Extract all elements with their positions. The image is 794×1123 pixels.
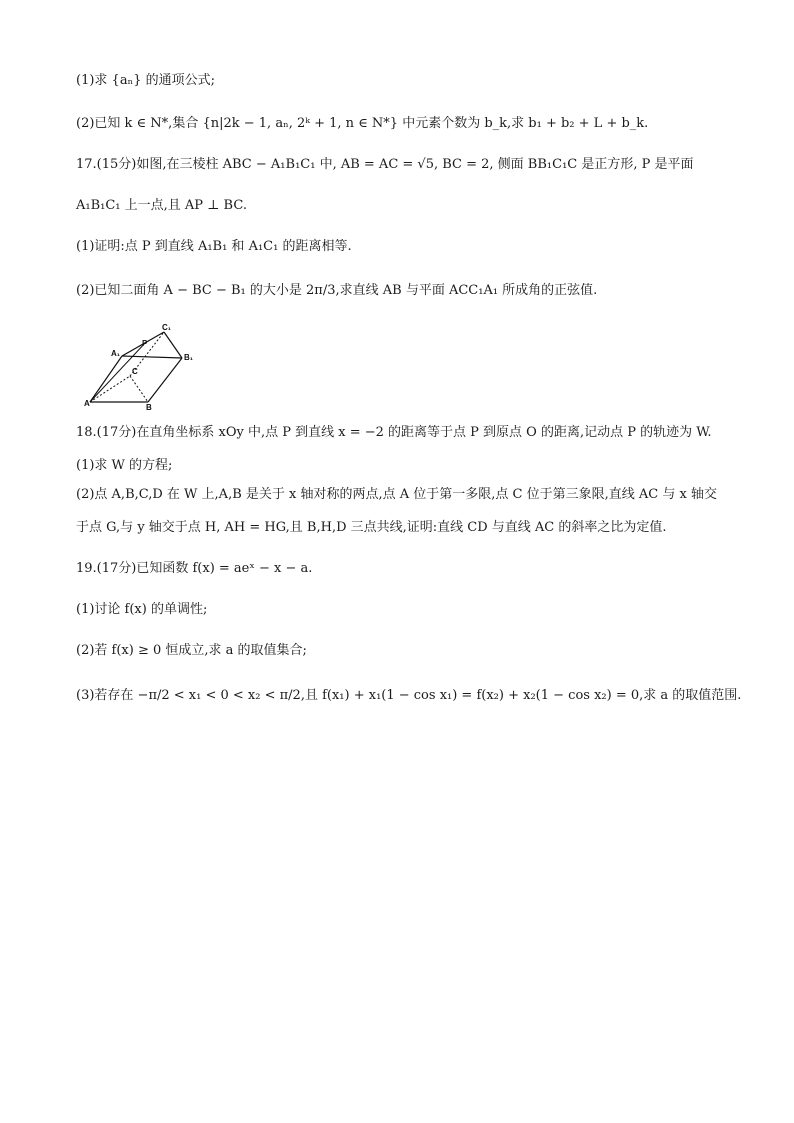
q18-stem: 18.(17分)在直角坐标系 xOy 中,点 P 到直线 x = −2 的距离等于点 P 到原点 O 的距离,记动点 P 的轨迹为 W. [76,425,712,440]
triangular-prism-diagram [84,320,208,410]
q19-part3: (3)若存在 −π/2 < x₁ < 0 < x₂ < π/2,且 f(x₁) + x₁(1 − cos x₁) = f(x₂) + x₂(1 − cos x₂) = 0,求 a 的取值范围. [76,688,742,703]
edge-b-b1 [148,358,182,402]
edge-c-b [130,376,148,402]
q17-stem-cont: A₁B₁C₁ 上一点,且 AP ⊥ BC. [76,198,247,213]
q16-part2: (2)已知 k ∈ N*,集合 {n|2k − 1, aₙ, 2ᵏ + 1, n ∈ N*} 中元素个数为 b_k,求 b₁ + b₂ + L + b_k. [76,116,649,131]
q19-part1: (1)讨论 f(x) 的单调性; [76,602,208,617]
edge-a-a1 [90,356,122,402]
q18-part1: (1)求 W 的方程; [76,458,173,473]
q19-part2: (2)若 f(x) ≥ 0 恒成立,求 a 的取值集合; [76,643,307,658]
q17-stem: 17.(15分)如图,在三棱柱 ABC − A₁B₁C₁ 中, AB = AC = √5, BC = 2, 侧面 BB₁C₁C 是正方形, P 是平面 [76,157,694,172]
q17-part2: (2)已知二面角 A − BC − B₁ 的大小是 2π/3,求直线 AB 与平面 ACC₁A₁ 所成角的正弦值. [76,283,598,298]
label-c: C [132,367,138,376]
q16-part1: (1)求 {aₙ} 的通项公式; [76,73,215,88]
label-p: P [142,339,148,348]
q18-part2: (2)点 A,B,C,D 在 W 上,A,B 是关于 x 轴对称的两点,点 A 位于第一多限,点 C 位于第三象限,直线 AC 与 x 轴交 [76,487,717,502]
label-c1: C₁ [162,323,172,332]
q17-part1: (1)证明:点 P 到直线 A₁B₁ 和 A₁C₁ 的距离相等. [76,239,352,254]
label-b1: B₁ [184,353,194,362]
edge-c1-b1 [164,332,182,358]
q18-part2-cont: 于点 G,与 y 轴交于点 H, AH = HG,且 B,H,D 三点共线,证明:直线 CD 与直线 AC 的斜率之比为定值. [76,520,667,535]
label-a: A [84,399,90,408]
label-b: B [146,403,152,410]
label-a1: A₁ [111,349,121,358]
q19-stem: 19.(17分)已知函数 f(x) = aeˣ − x − a. [76,561,313,576]
prism-figure [84,320,208,410]
